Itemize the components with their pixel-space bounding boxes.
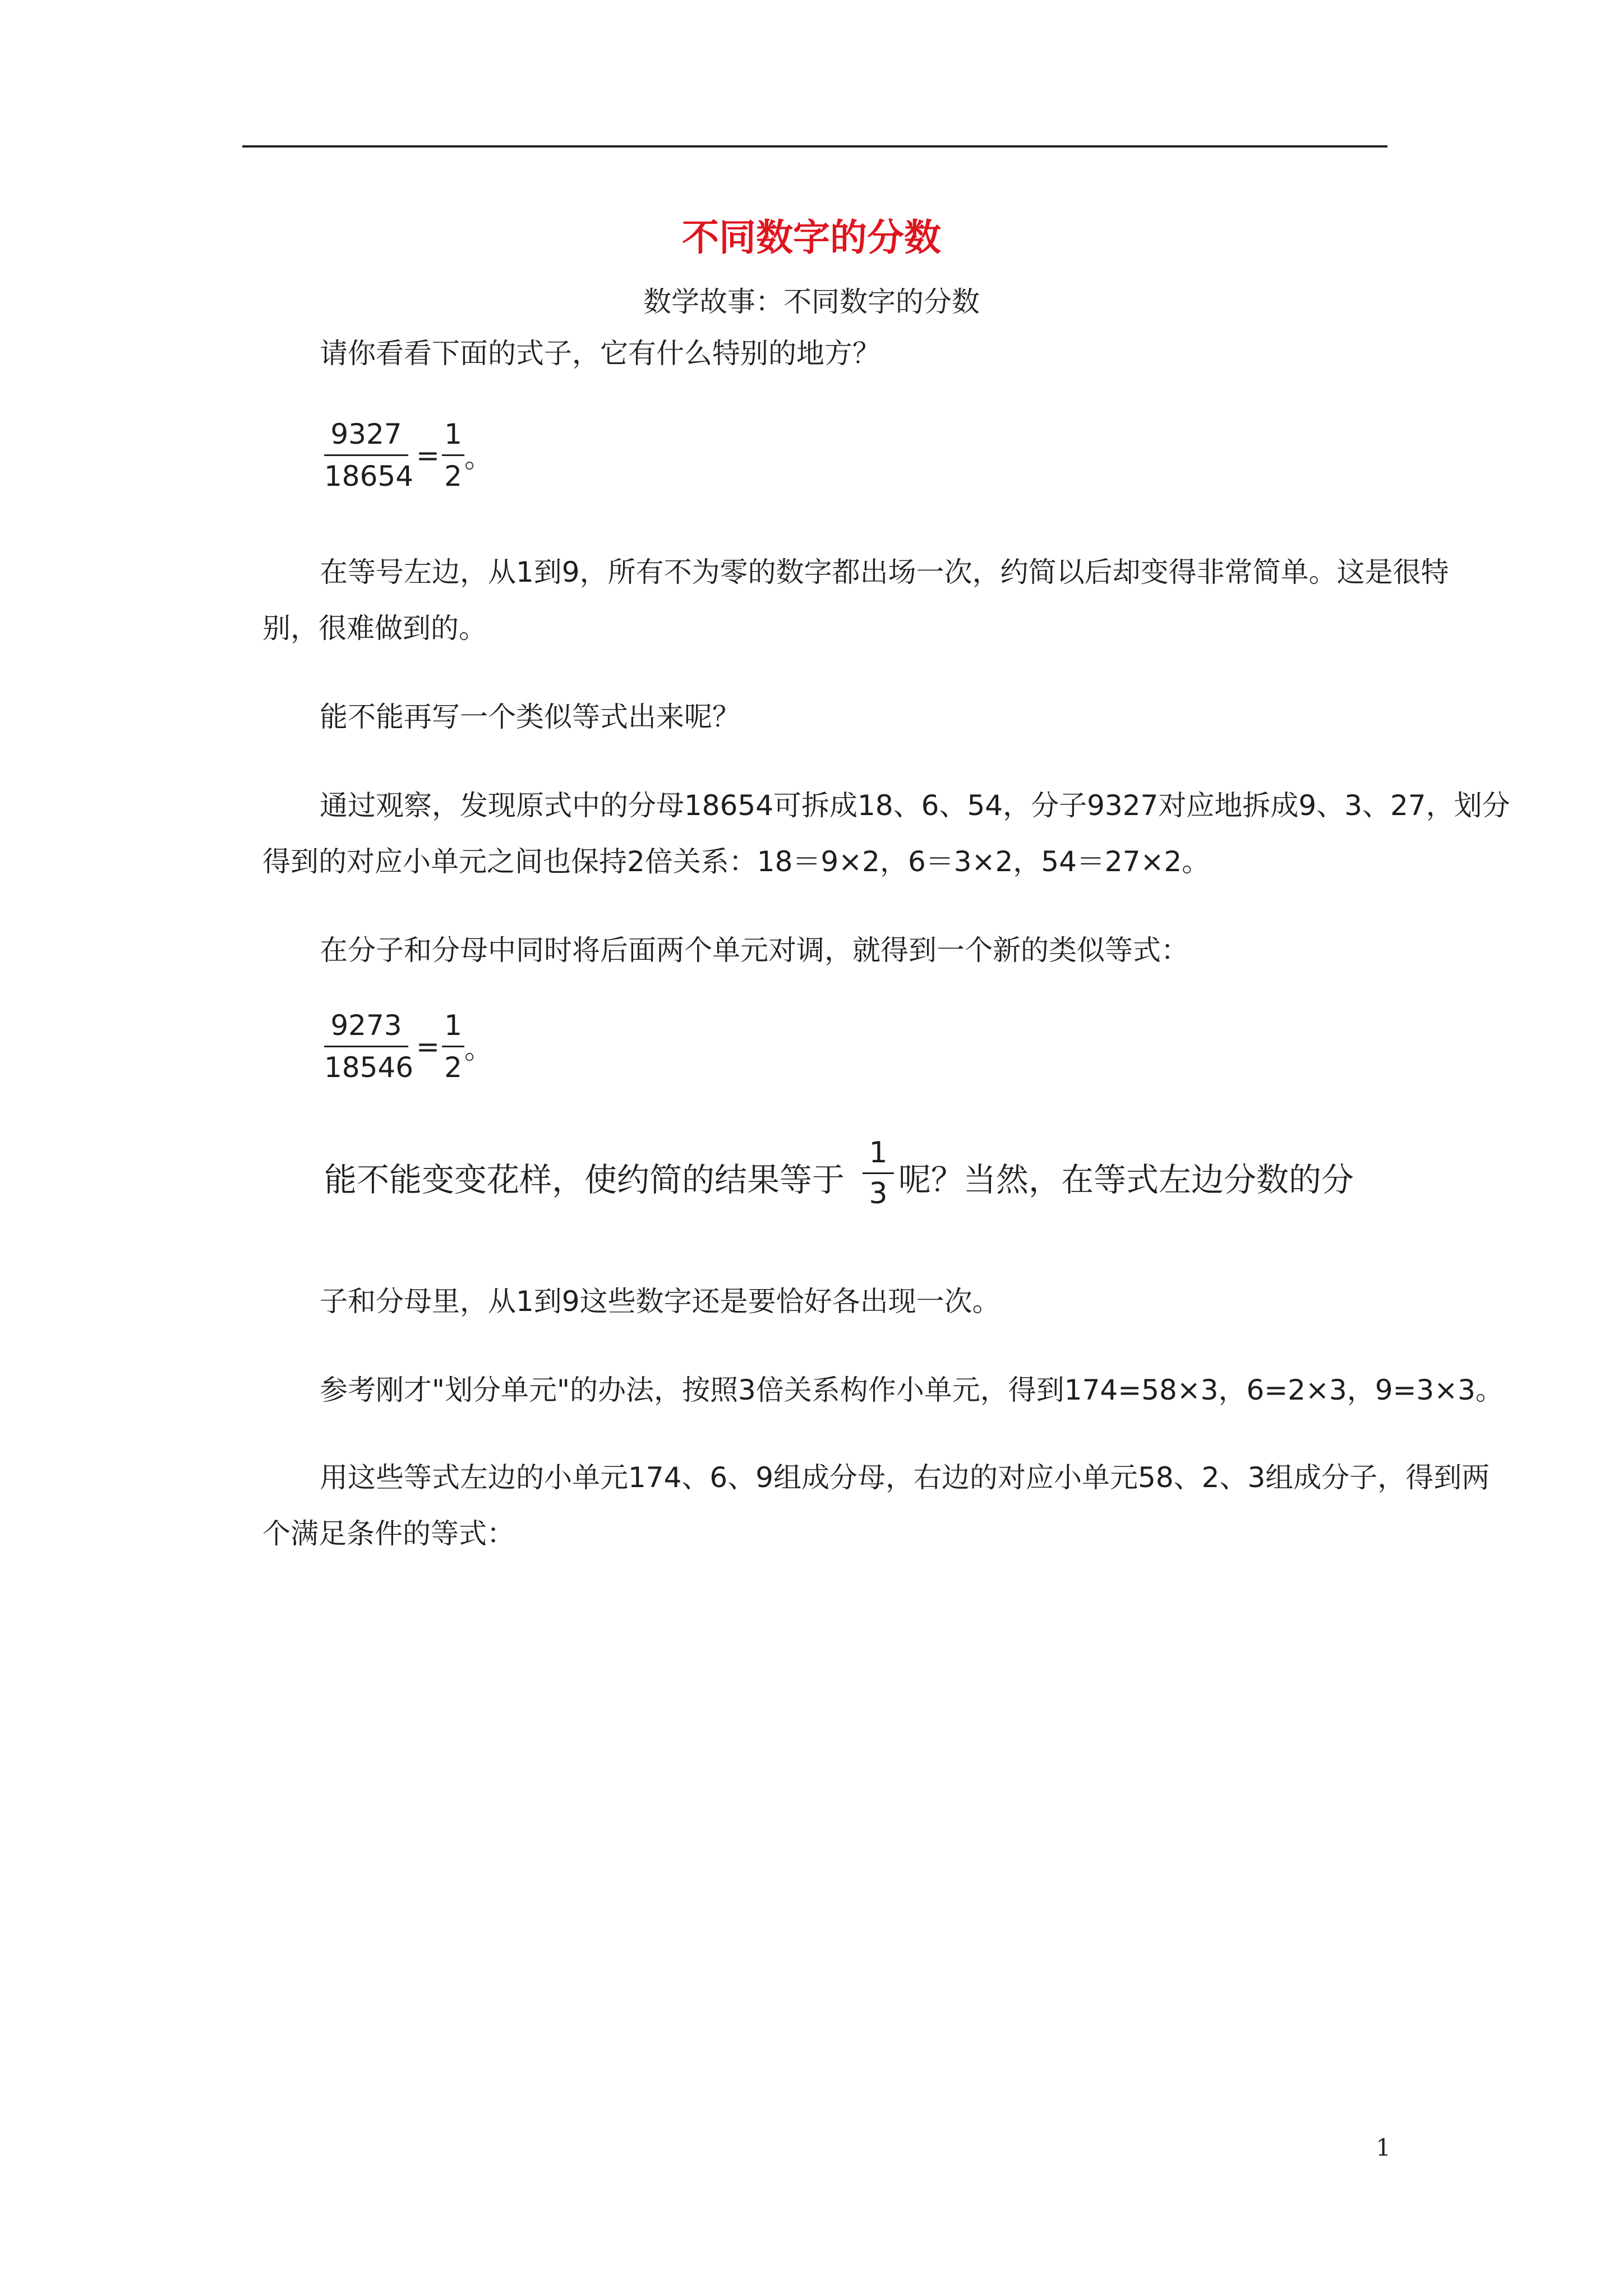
equation-1-period: 。 [464, 441, 492, 474]
equation-2-left-fraction [324, 1005, 414, 1088]
document-subtitle: 数学故事：不同数字的分数 [643, 286, 980, 318]
paragraph-swap: 在分子和分母中同时将后面两个单元对调，就得到一个新的类似等式： [320, 934, 1189, 967]
document-title: 不同数字的分数 [682, 215, 941, 259]
equation-2-right-numerator: 1 [444, 1009, 462, 1042]
paragraph-analysis-line1: 通过观察，发现原式中的分母18654可拆成18、6、54，分子9327对应地拆成9、3、27，划分 [320, 789, 1510, 822]
paragraph-observation-cont: 别，很难做到的。 [262, 612, 487, 645]
paragraph-compose-cont: 个满足条件的等式： [262, 1517, 515, 1550]
equation-1-left-numerator: 9327 [330, 418, 402, 450]
equation-1-left-denominator: 18654 [324, 460, 414, 493]
equation-1-right-denominator: 2 [444, 460, 462, 493]
equation-2-right-denominator: 2 [444, 1051, 462, 1084]
page-number: 1 [1376, 2134, 1391, 2161]
paragraph-observation-line1: 在等号左边，从1到9，所有不为零的数字都出场一次，约简以后却变得非常简单。这是很特 [320, 556, 1449, 588]
inline-fraction [863, 1133, 894, 1213]
paragraph-method: 参考刚才"划分单元"的办法，按照3倍关系构作小单元，得到174=58×3，6=2×3，9=3×3。 [320, 1374, 1504, 1406]
inline-fraction-denominator: 3 [869, 1177, 888, 1211]
paragraph-analysis [264, 777, 1514, 834]
equation-1-right-fraction [442, 414, 464, 496]
paragraph-question: 请你看看下面的式子，它有什么特别的地方？ [320, 337, 880, 370]
paragraph-compose-line1: 用这些等式左边的小单元174、6、9组成分母，右边的对应小单元58、2、3组成分子，得到两 [320, 1461, 1490, 1494]
paragraph-digits: 子和分母里，从1到9这些数字还是要恰好各出现一次。 [320, 1285, 1000, 1318]
equation-1-left-fraction [324, 414, 414, 496]
equation-2-equals: = [416, 1030, 440, 1063]
paragraph-analysis-cont: 得到的对应小单元之间也保持2倍关系：18＝9×2，6＝3×2，54＝27×2。 [262, 845, 1210, 878]
paragraph-ask: 能不能再写一个类似等式出来呢？ [320, 701, 740, 733]
inline-fraction-numerator: 1 [869, 1136, 888, 1170]
equation-2-left-numerator: 9273 [330, 1009, 402, 1042]
equation-1-equals: = [416, 439, 440, 472]
equation-2-right-fraction [442, 1005, 464, 1088]
equation-1-right-numerator: 1 [444, 418, 462, 450]
equation-2-left-denominator: 18546 [324, 1051, 414, 1084]
paragraph-compose [264, 1450, 1514, 1506]
paragraph-variation-after: 呢？当然，在等式左边分数的分 [898, 1161, 1354, 1199]
equation-2-period: 。 [464, 1033, 492, 1065]
paragraph-variation-before: 能不能变变花样，使约简的结果等于 [324, 1161, 845, 1199]
header-rule [242, 145, 1387, 148]
paragraph-observation [264, 544, 1514, 600]
